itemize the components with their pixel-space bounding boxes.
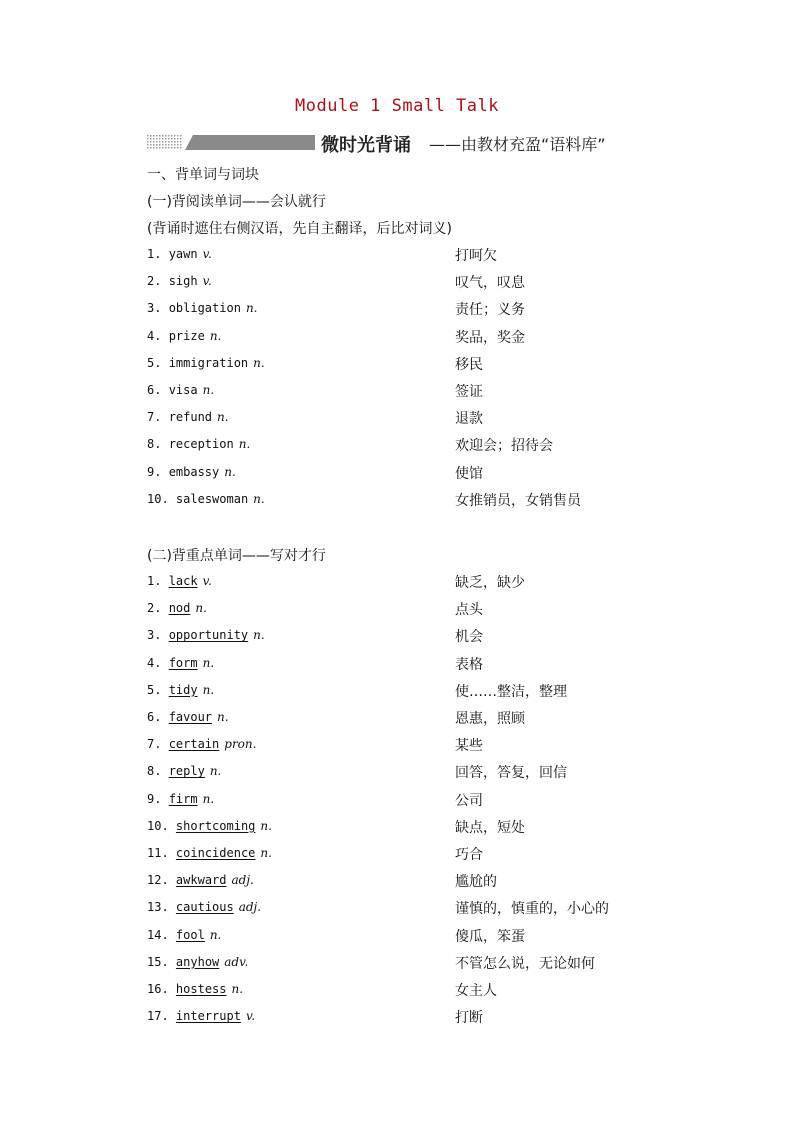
vocab-entry — [147, 982, 243, 996]
chinese-meaning: 叹气，叹息 — [455, 275, 525, 292]
vocab-entry — [147, 683, 214, 697]
vocab-row — [147, 871, 667, 891]
banner-subtitle: ——由教材充盈“语料库” — [429, 135, 606, 154]
english-word: fool — [175, 927, 205, 942]
item-number: 15. — [147, 954, 169, 969]
chinese-meaning: 使馆 — [455, 465, 483, 482]
chinese-meaning: 机会 — [455, 629, 483, 646]
item-number: 2. — [147, 274, 162, 289]
english-word: lack — [168, 574, 198, 588]
part-heading-2: (二)背重点单词——写对才行 — [147, 548, 326, 564]
english-word: awkward — [175, 873, 227, 888]
chinese-meaning: 退款 — [455, 411, 483, 428]
vocab-entry — [147, 656, 214, 670]
page-title: Module 1 Small Talk — [295, 96, 499, 116]
part-of-speech: pron. — [224, 737, 257, 752]
item-number: 14. — [147, 927, 169, 942]
item-number: 8. — [147, 437, 162, 452]
vocab-entry — [147, 356, 265, 370]
english-word: firm — [168, 791, 198, 806]
part-of-speech: n. — [253, 628, 265, 643]
item-number: 7. — [147, 410, 162, 425]
vocab-row — [147, 926, 667, 946]
vocab-row — [147, 898, 667, 918]
chinese-meaning: 尴尬的 — [455, 874, 497, 891]
vocab-row — [147, 735, 667, 755]
vocab-row — [147, 272, 667, 292]
part-of-speech: adj. — [238, 900, 262, 915]
part-of-speech: n. — [253, 355, 265, 370]
part-of-speech: n. — [260, 846, 272, 860]
vocab-row — [147, 463, 667, 483]
english-word: yawn — [168, 247, 198, 261]
item-number: 10. — [147, 818, 169, 833]
chinese-meaning: 责任；义务 — [455, 302, 525, 319]
item-number: 9. — [147, 791, 162, 806]
part-of-speech: v. — [245, 1009, 256, 1024]
banner-stripe-decoration — [147, 135, 315, 150]
item-number: 11. — [147, 846, 169, 860]
english-word: refund — [168, 410, 213, 425]
english-word: immigration — [168, 355, 249, 370]
part-of-speech: v. — [202, 574, 212, 588]
english-word: reply — [168, 764, 205, 779]
chinese-meaning: 女主人 — [455, 983, 497, 999]
item-number: 3. — [147, 628, 162, 643]
vocab-entry — [147, 846, 272, 860]
chinese-meaning: 回答，答复，回信 — [455, 765, 567, 782]
vocab-row — [147, 844, 667, 864]
item-number: 1. — [147, 247, 162, 261]
vocab-entry — [147, 819, 272, 833]
english-word: form — [168, 655, 198, 670]
vocab-row — [147, 354, 667, 374]
item-number: 16. — [147, 982, 169, 996]
chinese-meaning: 恩惠，照顾 — [455, 711, 525, 727]
vocab-row — [147, 408, 667, 428]
part-of-speech: n. — [217, 710, 229, 724]
chinese-meaning: 女推销员，女销售员 — [455, 492, 581, 509]
english-word: cautious — [175, 900, 234, 915]
item-number: 8. — [147, 764, 162, 779]
item-number: 5. — [147, 682, 162, 697]
vocab-entry — [147, 574, 212, 588]
english-word: saleswoman — [175, 491, 249, 506]
part-of-speech: adj. — [231, 873, 254, 888]
chinese-meaning: 欢迎会；招待会 — [455, 438, 553, 455]
vocab-row — [147, 817, 667, 837]
vocab-row — [147, 599, 667, 619]
english-word: shortcoming — [175, 818, 256, 833]
part-of-speech: n. — [209, 764, 222, 779]
part-of-speech: n. — [253, 491, 265, 506]
chinese-meaning: 打呵欠 — [455, 248, 497, 264]
section-heading: 一、背单词与词块 — [147, 167, 259, 183]
banner-heading: 微时光背诵 — [321, 135, 411, 156]
vocab-row — [147, 572, 667, 592]
item-number: 6. — [147, 383, 162, 397]
item-number: 9. — [147, 464, 162, 479]
english-word: visa — [168, 383, 198, 397]
english-word: tidy — [168, 682, 198, 697]
part-of-speech: n. — [245, 301, 258, 316]
english-word: nod — [168, 601, 191, 616]
english-word: interrupt — [175, 1009, 241, 1024]
vocab-row — [147, 435, 667, 455]
english-word: certain — [168, 737, 220, 752]
chinese-meaning: 签证 — [455, 384, 483, 400]
vocab-row — [147, 490, 667, 510]
vocab-entry — [147, 792, 214, 806]
vocab-row — [147, 790, 667, 810]
part-of-speech: v. — [202, 247, 212, 261]
vocab-row — [147, 762, 667, 782]
vocab-row — [147, 681, 667, 701]
english-word: anyhow — [175, 954, 220, 969]
chinese-meaning: 巧合 — [455, 847, 483, 863]
vocab-entry — [147, 955, 248, 969]
vocab-entry — [147, 601, 207, 615]
vocab-entry — [147, 900, 261, 914]
chinese-meaning: 谨慎的，慎重的，小心的 — [455, 901, 609, 918]
item-number: 13. — [147, 900, 169, 915]
vocab-entry — [147, 383, 214, 397]
chinese-meaning: 点头 — [455, 602, 483, 619]
item-number: 7. — [147, 737, 162, 752]
english-word: coincidence — [175, 846, 256, 860]
part-of-speech: adv. — [224, 954, 249, 969]
vocab-entry — [147, 465, 236, 479]
english-word: sigh — [168, 274, 198, 289]
english-word: reception — [168, 437, 234, 452]
item-number: 3. — [147, 301, 162, 316]
chinese-meaning: 某些 — [455, 738, 483, 755]
part-of-speech: n. — [202, 682, 215, 697]
chinese-meaning: 打断 — [455, 1010, 483, 1027]
item-number: 4. — [147, 328, 162, 343]
vocab-entry — [147, 737, 256, 751]
vocab-entry — [147, 329, 221, 343]
vocab-row — [147, 980, 667, 1000]
vocab-entry — [147, 301, 257, 315]
chinese-meaning: 不管怎么说，无论如何 — [455, 955, 595, 972]
instruction-text: (背诵时遮住右侧汉语，先自主翻译，后比对词义) — [147, 221, 452, 237]
english-word: favour — [168, 710, 213, 724]
part-heading: (一)背阅读单词——会认就行 — [147, 194, 326, 210]
item-number: 4. — [147, 655, 162, 670]
vocab-entry — [147, 628, 265, 642]
part-of-speech: n. — [238, 437, 251, 452]
vocab-row — [147, 381, 667, 401]
english-word: embassy — [168, 464, 220, 479]
part-of-speech: n. — [202, 655, 215, 670]
english-word: hostess — [175, 982, 227, 996]
item-number: 6. — [147, 710, 162, 724]
chinese-meaning: 移民 — [455, 356, 483, 373]
vocab-entry — [147, 437, 250, 451]
part-of-speech: n. — [217, 410, 229, 425]
vocab-entry — [147, 274, 212, 288]
chinese-meaning: 公司 — [455, 792, 483, 809]
vocab-entry — [147, 492, 265, 506]
part-of-speech: v. — [202, 274, 212, 289]
part-of-speech: n. — [260, 818, 272, 833]
chinese-meaning: 傻瓜，笨蛋 — [455, 928, 525, 945]
vocab-row — [147, 299, 667, 319]
part-of-speech: n. — [231, 982, 244, 996]
item-number: 5. — [147, 355, 162, 370]
chinese-meaning: 奖品，奖金 — [455, 329, 525, 346]
vocab-row — [147, 626, 667, 646]
item-number: 1. — [147, 574, 162, 588]
vocab-row — [147, 1007, 667, 1027]
section-banner — [147, 131, 647, 155]
part-of-speech: n. — [195, 601, 207, 616]
vocab-entry — [147, 710, 229, 724]
item-number: 12. — [147, 873, 169, 888]
vocab-entry — [147, 764, 221, 778]
chinese-meaning: 缺乏，缺少 — [455, 575, 525, 591]
part-of-speech: n. — [202, 383, 215, 397]
part-of-speech: n. — [224, 464, 236, 479]
vocab-row — [147, 953, 667, 973]
vocab-entry — [147, 873, 254, 887]
part-of-speech: n. — [209, 328, 222, 343]
vocab-row — [147, 245, 667, 265]
vocab-row — [147, 708, 667, 728]
chinese-meaning: 表格 — [455, 656, 483, 673]
english-word: opportunity — [168, 628, 249, 643]
vocab-entry — [147, 1009, 255, 1023]
chinese-meaning: 缺点，短处 — [455, 819, 525, 836]
item-number: 17. — [147, 1009, 169, 1024]
part-of-speech: n. — [202, 791, 215, 806]
english-word: prize — [168, 328, 205, 343]
english-word: obligation — [168, 301, 241, 316]
item-number: 10. — [147, 491, 169, 506]
chinese-meaning: 使……整洁，整理 — [455, 683, 567, 700]
vocab-entry — [147, 928, 221, 942]
part-of-speech: n. — [209, 927, 222, 942]
vocab-row — [147, 654, 667, 674]
vocab-row — [147, 327, 667, 347]
item-number: 2. — [147, 601, 162, 616]
vocab-entry — [147, 410, 229, 424]
vocab-entry — [147, 247, 212, 261]
